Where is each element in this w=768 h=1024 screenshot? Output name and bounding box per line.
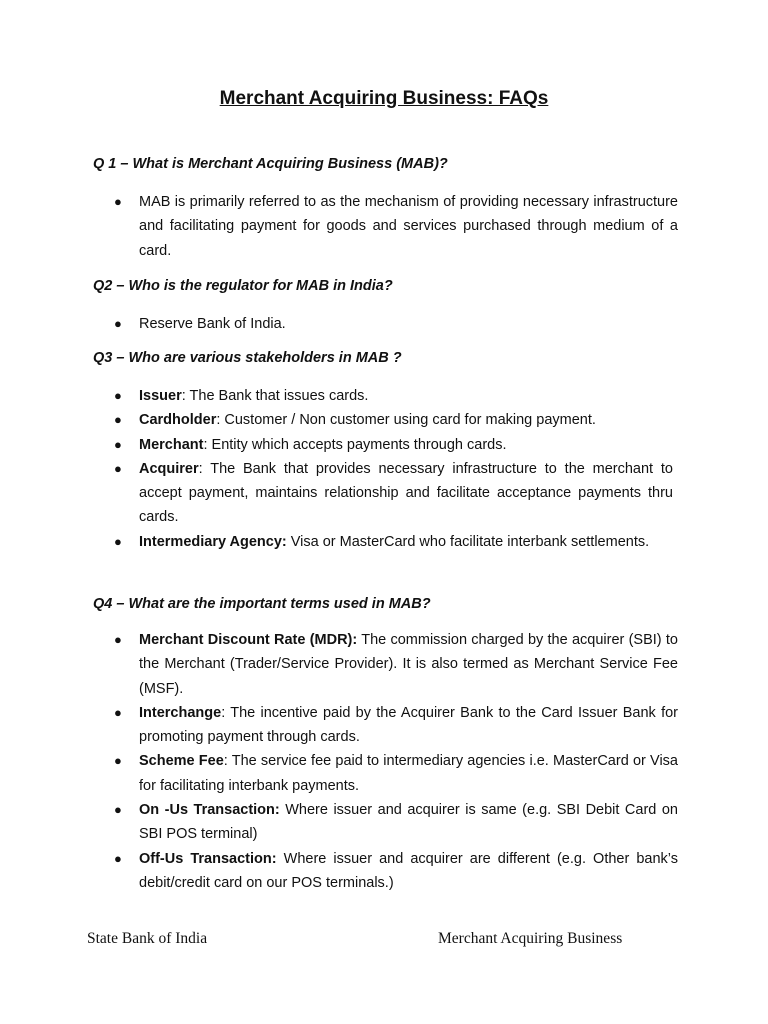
bullet-icon: ● [114,460,122,476]
question-3: Q3 – Who are various stakeholders in MAB ? [93,350,402,366]
bullet-icon: ● [114,388,122,403]
answer-list-4 [110,628,678,895]
bullet-icon: ● [114,194,122,209]
answer-list-1 [110,190,678,263]
question-2: Q2 – Who is the regulator for MAB in India? [93,278,393,294]
list-item: ● Acquirer: The Bank that provides necessary infrastructure to the merchant to accept payment, maintains relationship and facilitate acceptance payments thru cards. [110,457,673,530]
bullet-icon: ● [114,412,122,428]
bullet-icon: ● [114,704,122,720]
question-1: Q 1 – What is Merchant Acquiring Business (MAB)? [93,156,448,172]
footer-right: Merchant Acquiring Business [438,930,623,947]
list-item: ● Scheme Fee: The service fee paid to intermediary agencies i.e. MasterCard or Visa for facilitating interbank payments. [110,749,678,798]
bullet-icon: ● [114,533,122,549]
list-item: ● Interchange: The incentive paid by the Acquirer Bank to the Card Issuer Bank for promoting payment through cards. [110,701,678,750]
list-item: ● Off-Us Transaction: Where issuer and acquirer are different (e.g. Other bank’s debit/credit card on our POS terminals.) [110,847,678,896]
list-item: ● MAB is primarily referred to as the mechanism of providing necessary infrastructure and facilitating payment for goods and services purchased through medium of a card. [110,190,678,263]
list-item: ● Merchant Discount Rate (MDR): The commission charged by the acquirer (SBI) to the Merchant (Trader/Service Provider). It is also termed as Merchant Service Fee (MSF). [110,628,678,701]
list-item: ● Reserve Bank of India. [110,312,678,336]
bullet-icon: ● [114,850,122,866]
list-item: ● On -Us Transaction: Where issuer and acquirer is same (e.g. SBI Debit Card on SBI POS terminal) [110,798,678,847]
bullet-icon: ● [114,316,122,331]
list-item: ● Intermediary Agency: Visa or MasterCard who facilitate interbank settlements. [110,530,673,554]
list-item: ● Cardholder: Customer / Non customer using card for making payment. [110,408,673,432]
bullet-icon: ● [114,436,122,452]
answer-list-3 [110,384,673,554]
list-item: ● Issuer: The Bank that issues cards. [110,384,673,408]
footer-left: State Bank of India [87,930,208,947]
list-item: ● Merchant: Entity which accepts payments through cards. [110,433,673,457]
bullet-icon: ● [114,753,122,769]
document-title: Merchant Acquiring Business: FAQs [219,88,549,109]
question-4: Q4 – What are the important terms used in MAB? [93,596,431,612]
bullet-icon: ● [114,632,122,647]
answer-list-2 [110,312,678,336]
bullet-icon: ● [114,802,122,818]
